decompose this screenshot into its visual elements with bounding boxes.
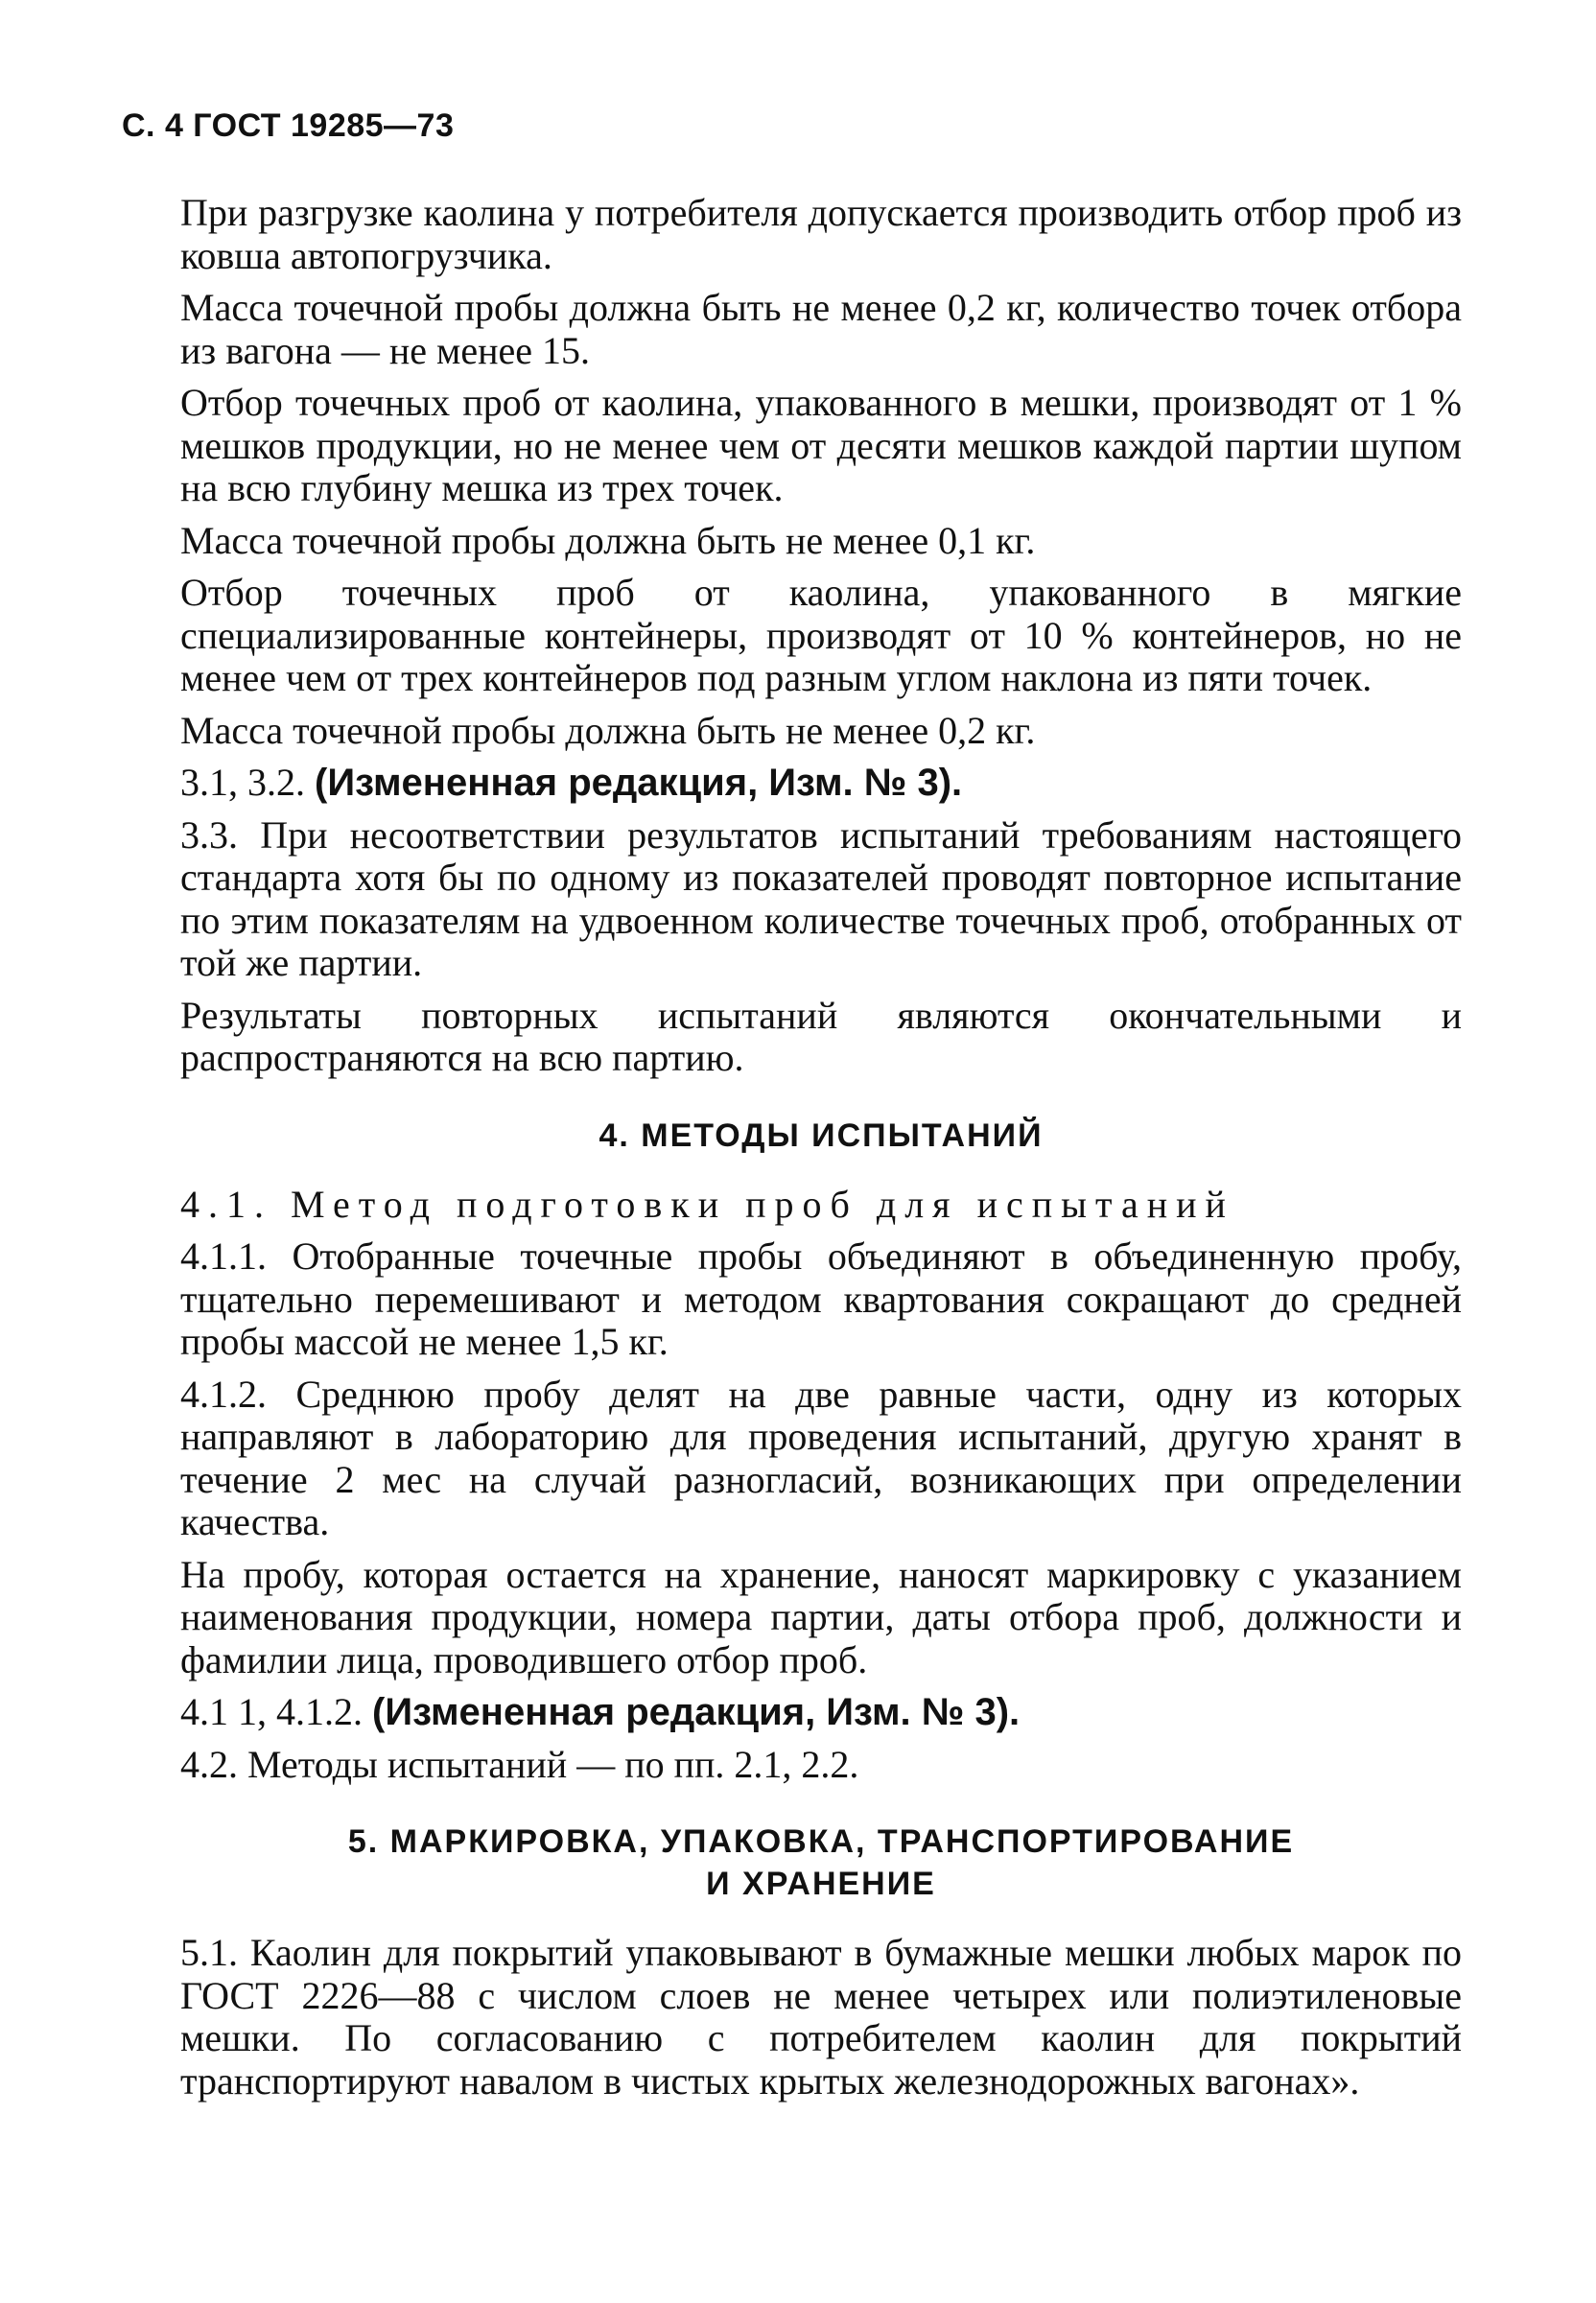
paragraph-4-1-2: 4.1.2. Среднюю пробу делят на две равные части, одну из которых направляют в лабораторию для проведения испытаний, другую хранят в течение 2 мес на случай разногласий, возникающих при определении качества.	[180, 1372, 1462, 1543]
paragraph: На пробу, которая остается на хранение, наносят маркировку с указанием наименования продукции, номера партии, даты отбора проб, должности и фамилии лица, проводившего отбор проб.	[180, 1552, 1462, 1681]
paragraph: Отбор точечных проб от каолина, упакованного в мешки, производят от 1 % мешков продукции, но не менее чем от десяти мешков каждой партии шупом на всю глубину мешка из трех точек.	[180, 381, 1462, 509]
page-header: С. 4 ГОСТ 19285—73	[122, 107, 455, 144]
amendment-text: (Измененная редакция, Изм. № 3).	[315, 762, 963, 804]
paragraph-4-1-1: 4.1.1. Отобранные точечные пробы объединяют в объединенную пробу, тщательно перемешивают и методом квартования сокращают до средней пробы массой не менее 1,5 кг.	[180, 1234, 1462, 1363]
paragraph-4-1: 4.1. Метод подготовки проб для испытаний	[180, 1182, 1234, 1226]
paragraph-3-3: 3.3. При несоответствии результатов испытаний требованиям настоящего стандарта хотя бы по одному из показателей проводят повторное испытание по этим показателям на удвоенном количестве точечных проб, отобранных от той же партии.	[180, 812, 1462, 984]
amendment-note	[180, 1691, 1462, 1734]
amendment-prefix: 3.1, 3.2.	[180, 761, 315, 804]
section-title-line: И ХРАНЕНИЕ	[706, 1866, 936, 1902]
section-title: 4. МЕТОДЫ ИСПЫТАНИЙ	[598, 1116, 1044, 1154]
paragraph-5-1: 5.1. Каолин для покрытий упаковывают в бумажные мешки любых марок по ГОСТ 2226—88 с числом слоев не менее четырех или полиэтиленовые мешки. По согласованию с потребителем каолин для покрытий транспортируют навалом в чистых крытых железнодорожных вагонах».	[180, 1931, 1462, 2103]
paragraph: Масса точечной пробы должна быть не менее 0,2 кг, количество точек отбора из вагона — не менее 15.	[180, 286, 1462, 372]
paragraph: При разгрузке каолина у потребителя допускается производить отбор проб из ковша автопогрузчика.	[180, 191, 1462, 277]
paragraph: Масса точечной пробы должна быть не менее 0,1 кг.	[180, 518, 1036, 562]
section-title	[180, 1821, 1462, 1905]
document-body	[180, 192, 1462, 2103]
paragraph: Результаты повторных испытаний являются окончательными и распространяются на всю партию.	[180, 993, 1462, 1079]
paragraph-4-2: 4.2. Методы испытаний — по пп. 2.1, 2.2.	[180, 1742, 859, 1786]
paragraph: Масса точечной пробы должна быть не менее 0,2 кг.	[180, 708, 1036, 752]
section-title-line: 5. МАРКИРОВКА, УПАКОВКА, ТРАНСПОРТИРОВАНИЕ	[347, 1823, 1295, 1860]
amendment-text: (Измененная редакция, Изм. № 3).	[372, 1691, 1021, 1733]
paragraph: Отбор точечных проб от каолина, упакованного в мягкие специализированные контейнеры, производят от 10 % контейнеров, но не менее чем от трех контейнеров под разным углом наклона из пяти точек.	[180, 571, 1462, 699]
amendment-prefix: 4.1 1, 4.1.2.	[180, 1690, 372, 1733]
amendment-note	[180, 762, 1462, 805]
